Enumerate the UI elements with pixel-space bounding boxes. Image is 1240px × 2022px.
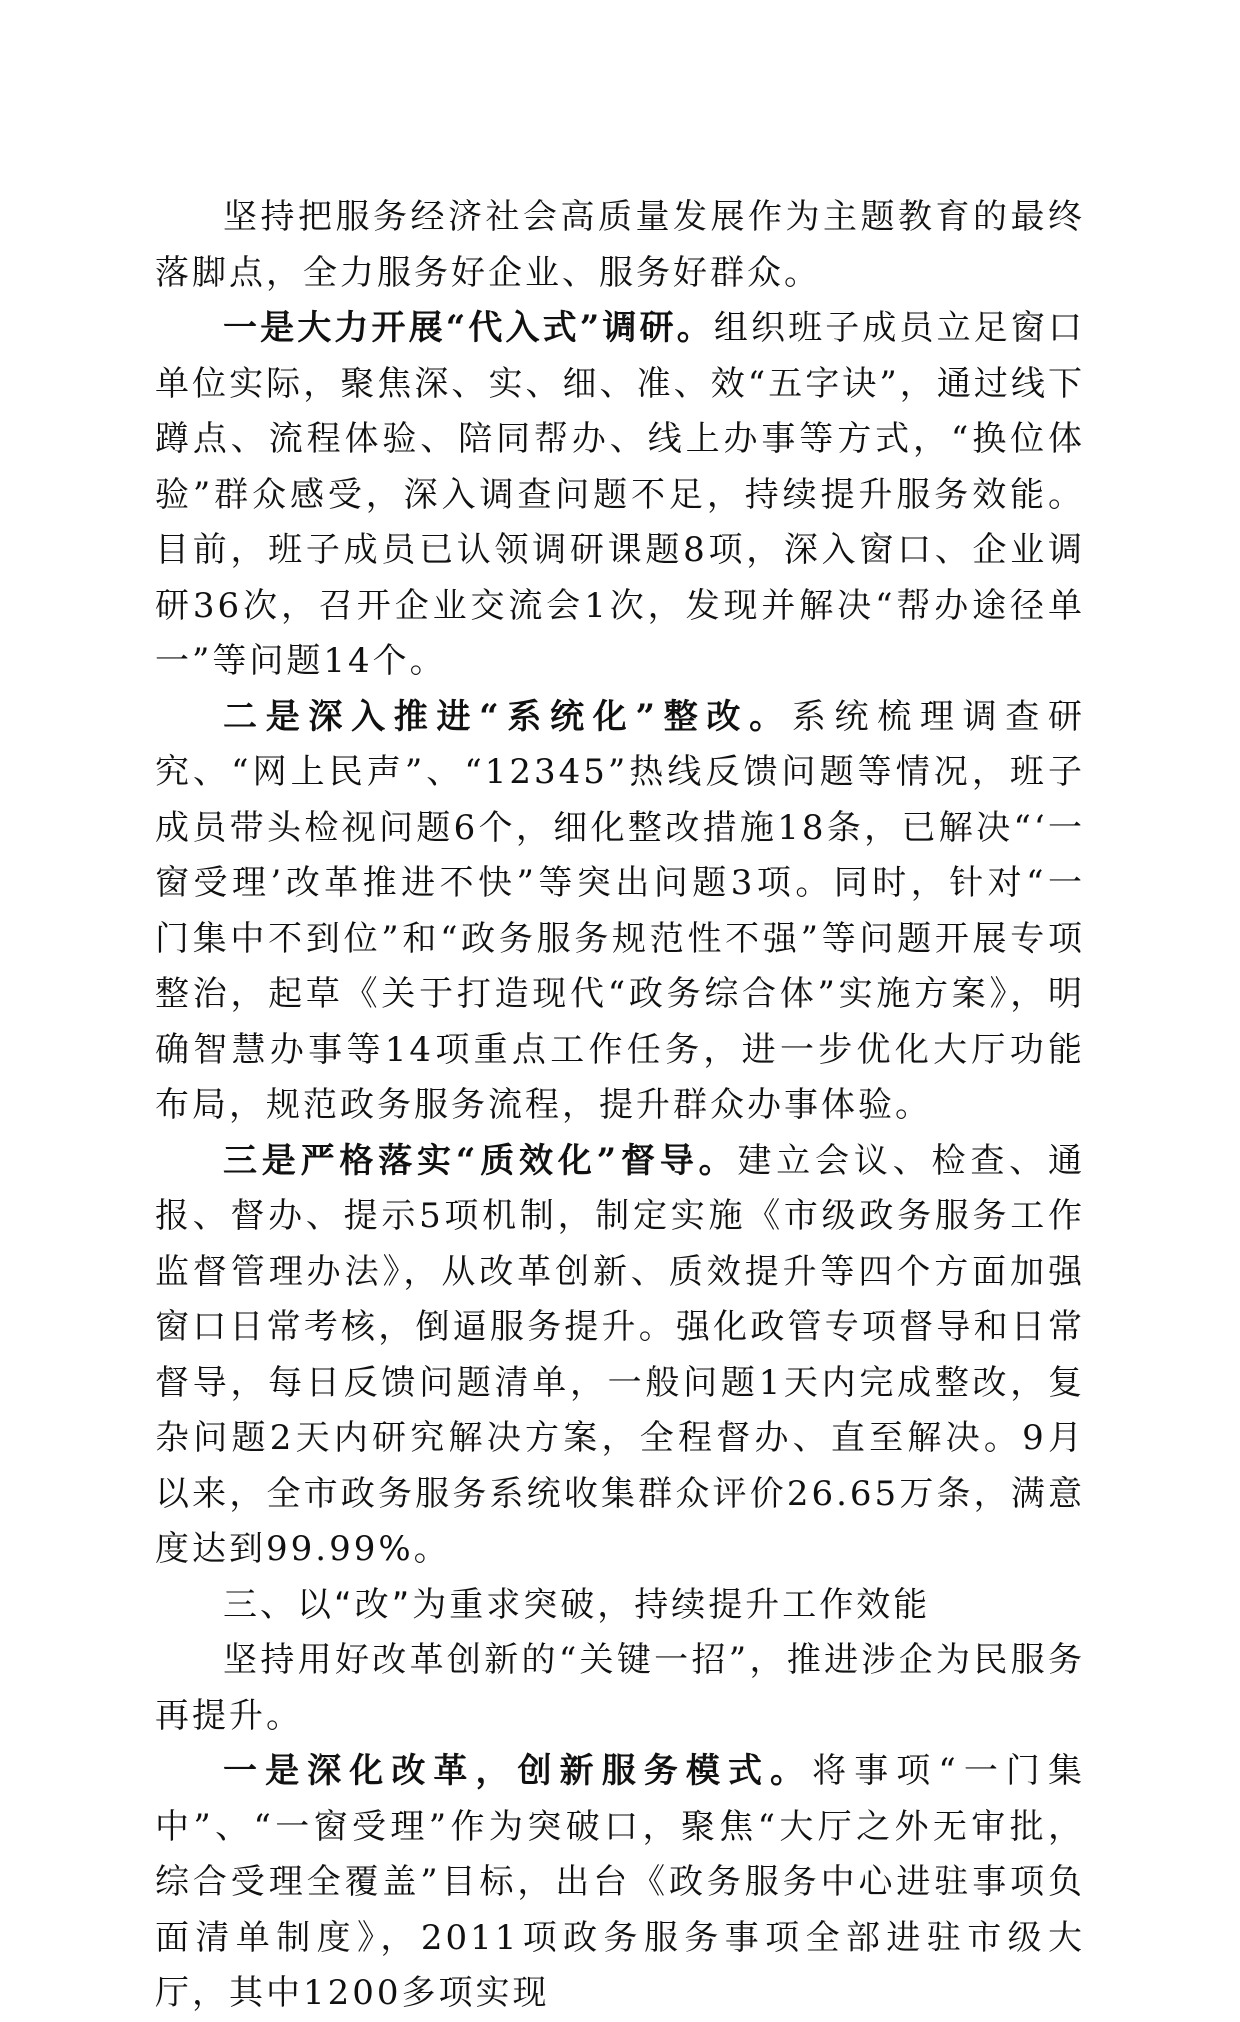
paragraph-body: 组织班子成员立足窗口单位实际，聚焦深、实、细、准、效“五字诀”，通过线下蹲点、流程体验、陪同帮办、线上办事等方式，“换位体验”群众感受，深入调查问题不足，持续提升服务效能。目前，班子成员已认领调研课题8项，深入窗口、企业调研36次，召开企业交流会1次，发现并解决“帮办途径单一”等问题14个。 xyxy=(155,308,1085,681)
paragraph-intro xyxy=(155,190,1085,301)
paragraph-body: 建立会议、检查、通报、督办、提示5项机制，制定实施《市级政务服务工作监督管理办法》，从改革创新、质效提升等四个方面加强窗口日常考核，倒逼服务提升。强化政管专项督导和日常督导，每日反馈问题清单，一般问题1天内完成整改，复杂问题2天内研究解决方案，全程督办、直至解决。9月以来，全市政务服务系统收集群众评价26.65万条，满意度达到99.99%。 xyxy=(155,1140,1085,1569)
section-heading: 三、以“改”为重求突破，持续提升工作效能 xyxy=(223,1584,931,1625)
paragraph-reform-mode xyxy=(155,1744,1085,2022)
paragraph-body: 坚持用好改革创新的“关键一招”，推进涉企为民服务再提升。 xyxy=(155,1640,1085,1736)
paragraph-lead: 一是大力开展“代入式”调研。 xyxy=(223,308,714,348)
paragraph-lead: 三是严格落实“质效化”督导。 xyxy=(223,1140,738,1181)
paragraph-body: 系统梳理调查研究、“网上民声”、“12345”热线反馈问题等情况，班子成员带头检视问题6个，细化整改措施18条，已解决“‘一窗受理’改革推进不快”等突出问题3项。同时，针对“一门集中不到位”和“政务服务规范性不强”等问题开展专项整治，起草《关于打造现代“政务综合体”实施方案》，明确智慧办事等14项重点工作任务，进一步优化大厅功能布局，规范政务服务流程，提升群众办事体验。 xyxy=(155,696,1085,1125)
paragraph-reform-intro xyxy=(155,1633,1085,1744)
paragraph-lead: 二是深入推进“系统化”整改。 xyxy=(223,696,792,737)
paragraph-research xyxy=(155,301,1085,690)
paragraph-body: 坚持把服务经济社会高质量发展作为主题教育的最终落脚点，全力服务好企业、服务好群众。 xyxy=(155,197,1085,293)
paragraph-lead: 一是深化改革，创新服务模式。 xyxy=(223,1751,813,1791)
paragraph-body: 将事项“一门集中”、“一窗受理”作为突破口，聚焦“大厅之外无审批，综合受理全覆盖”目标，出台《政务服务中心进驻事项负面清单制度》，2011项政务服务事项全部进驻市级大厅，其中1200多项实现 xyxy=(155,1751,1086,2013)
document-page xyxy=(155,190,1085,2022)
paragraph-supervision xyxy=(155,1134,1085,1578)
paragraph-rectification xyxy=(155,690,1085,1134)
